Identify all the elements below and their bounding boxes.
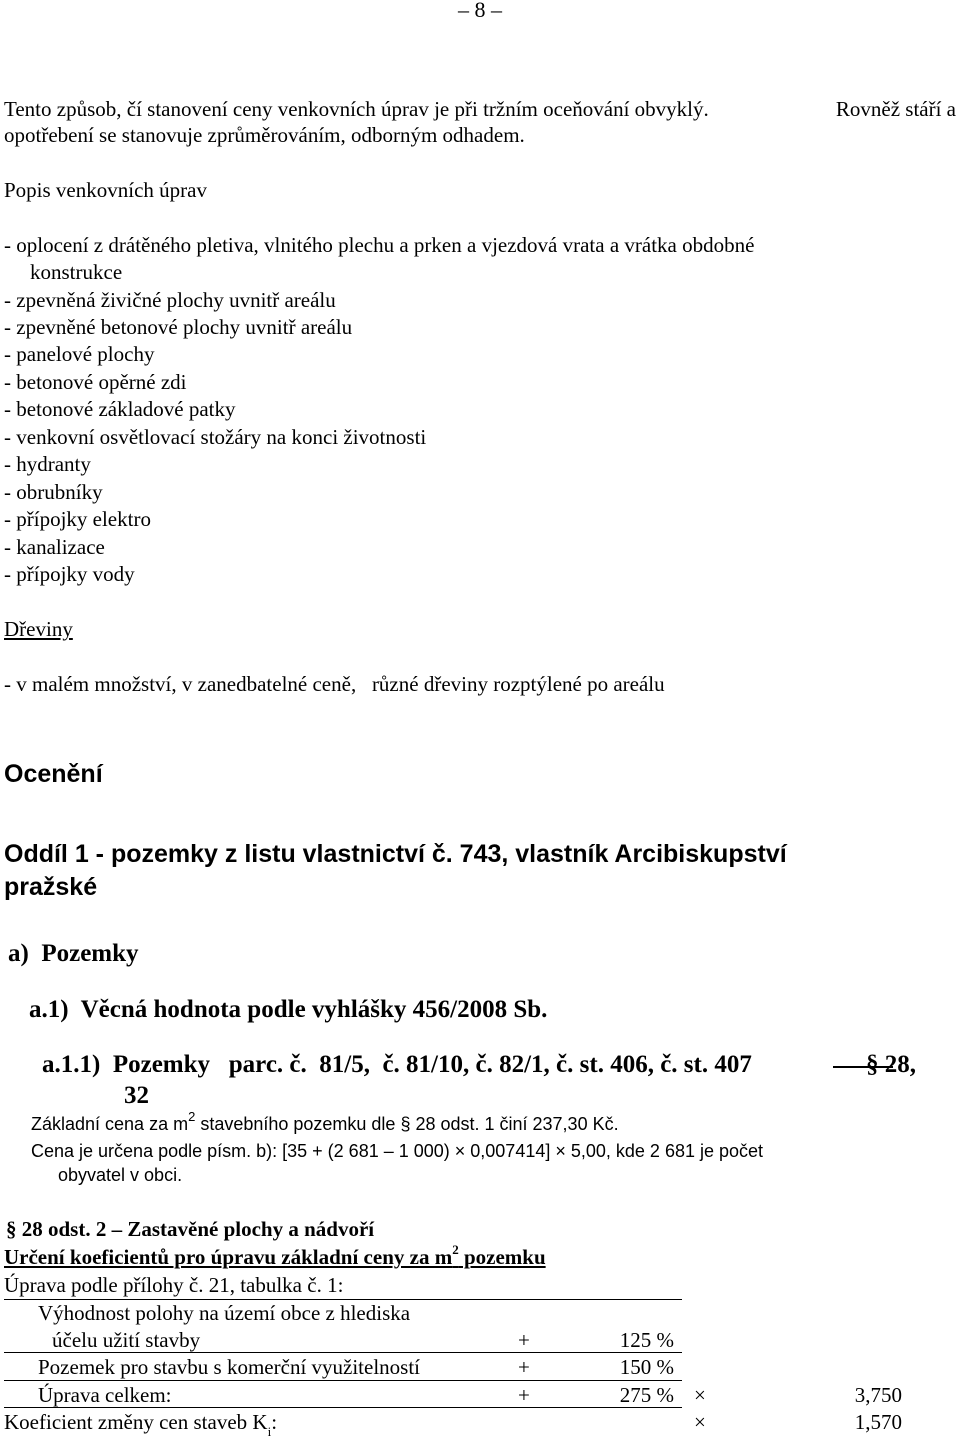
oddil-title-line-1: Oddíl 1 - pozemky z listu vlastnictví č. 743, vlastník Arcibiskupství (4, 840, 787, 868)
popis-item: konstrukce (30, 260, 123, 284)
popis-item: - zpevněné betonové plochy uvnitř areálu (4, 315, 353, 339)
table-total-value: 275 % (619, 1383, 674, 1407)
table-row-1-label: Výhodnost polohy na území obce z hlediska (38, 1301, 411, 1325)
dreviny-title: Dřeviny (4, 617, 73, 641)
popis-item: - kanalizace (4, 535, 105, 559)
popis-item: - obrubníky (4, 480, 103, 504)
table-total-sign: + (518, 1383, 530, 1407)
cena-podle-line-2: obyvatel v obci. (58, 1165, 183, 1185)
dreviny-text: - v malém množství, v zanedbatelné ceně, různé dřeviny rozptýlené po areálu (4, 672, 665, 696)
popis-item: - panelové plochy (4, 342, 155, 366)
popis-item: - zpevněná živičné plochy uvnitř areálu (4, 288, 336, 312)
section-a11-heading-cont: 32 (124, 1082, 149, 1109)
table-total-label: Úprava celkem: (38, 1383, 172, 1407)
table-bottom-line (4, 1407, 682, 1408)
intro-line-2: opotřebení se stanovuje zprůměrováním, odborným odhadem. (4, 123, 525, 147)
popis-item: - hydranty (4, 452, 91, 476)
urceni-title: Určení koeficientů pro úpravu základní ceny za $m^2$ pozemku (4, 1242, 546, 1269)
popis-item: - přípojky elektro (4, 507, 151, 531)
intro-line-1-end: Rovněž stáří a (835, 97, 956, 121)
table-row-2-value: 150 % (619, 1355, 674, 1379)
table-total-coef: 3,750 (854, 1383, 902, 1407)
cena-podle-line-1: Cena je určena podle písm. b): [35 + (2 681 – 1 000) × 0,007414] × 5,00, kde 2 681 je počet (31, 1141, 764, 1161)
section-a11-ref: § 28, (866, 1051, 916, 1078)
table-row-1-label-cont: účelu užití stavby (52, 1328, 201, 1352)
page-number: – 8 – (458, 0, 502, 22)
popis-item: - oplocení z drátěného pletiva, vlnitého plechu a prken a vjezdová vrata a vrátka obdobné (4, 233, 755, 257)
uprava-podle: Úprava podle přílohy č. 21, tabulka č. 1: (4, 1273, 344, 1297)
table-total-times: × (694, 1383, 706, 1407)
table-ki-value: 1,570 (854, 1410, 902, 1434)
table-ki-label: Koeficient změny cen staveb $K_i$: (4, 1410, 278, 1439)
popis-item: - přípojky vody (4, 562, 135, 586)
table-row-1-sign: + (518, 1328, 530, 1352)
table-row-1-value: 125 % (619, 1328, 674, 1352)
section-a1-heading: a.1) Věcná hodnota podle vyhlášky 456/2008 Sb. (29, 996, 548, 1023)
table-row-2-label: Pozemek pro stavbu s komerční využitelností (38, 1355, 421, 1379)
section-a-heading: a) Pozemky (8, 940, 139, 967)
popis-item: - betonové opěrné zdi (4, 370, 187, 394)
table-row-divider (4, 1380, 682, 1381)
table-ki-times: × (694, 1410, 706, 1434)
oddil-title-line-2: pražské (4, 873, 98, 901)
section-a11-heading: a.1.1) Pozemky parc. č. 81/5, č. 81/10, č. 82/1, č. st. 406, č. st. 407 (42, 1051, 752, 1078)
popis-item: - venkovní osvětlovací stožáry na konci životnosti (4, 425, 427, 449)
zakladni-cena: Základní cena za $m^2$ stavebního pozemku dle § 28 odst. 1 činí 237,30 Kč. (31, 1109, 619, 1134)
oceneni-title: Ocenění (4, 760, 103, 788)
zastavene-title: § 28 odst. 2 – Zastavěné plochy a nádvoří (6, 1217, 375, 1241)
table-row-2-sign: + (518, 1355, 530, 1379)
table-row-divider (4, 1352, 682, 1353)
intro-line-1: Tento způsob, čí stanovení ceny venkovních úprav je při tržním oceňování obvyklý. (4, 97, 709, 121)
popis-title: Popis venkovních úprav (4, 178, 207, 202)
popis-item: - betonové základové patky (4, 397, 236, 421)
